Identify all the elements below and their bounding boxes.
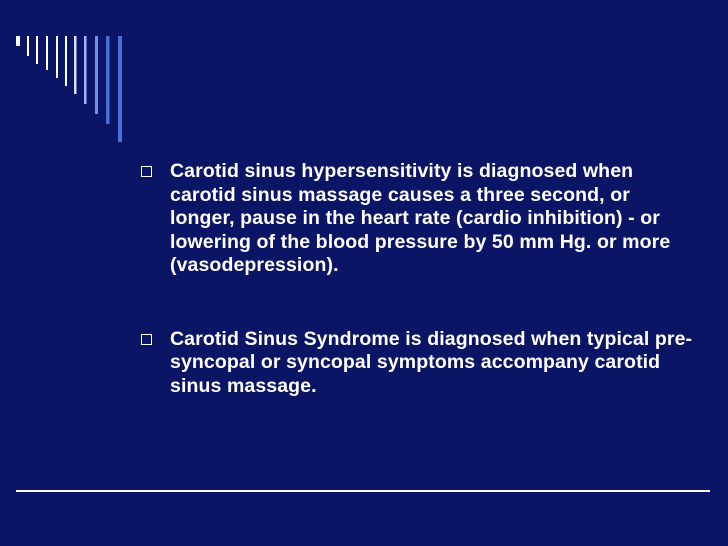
decorative-stripe [46,36,48,70]
decorative-stripe [118,36,122,142]
square-bullet-icon [141,334,152,345]
bullet-text: Carotid Sinus Syndrome is diagnosed when typical pre-syncopal or syncopal symptoms accompany carotid sinus massage. [170,327,693,397]
bullet-item [138,328,698,399]
bullet-item [138,160,698,278]
decorative-stripe [74,36,77,94]
decorative-stripes [0,0,140,150]
decorative-stripe [56,36,58,78]
bullet-list [138,160,698,398]
decorative-stripe [65,36,67,86]
decorative-stripe [106,36,110,124]
decorative-stripe [84,36,87,104]
decorative-stripe [27,36,29,56]
decorative-stripe [36,36,38,64]
bullet-text: Carotid sinus hypersensitivity is diagnosed when carotid sinus massage causes a three second, or longer, pause in the heart rate (cardio inhibition) - or lowering of the blood pressure by 50 mm Hg. or more (vasodepression). [170,160,671,276]
square-bullet-icon [141,166,152,177]
bottom-divider [16,490,710,492]
decorative-stripe [95,36,98,114]
decorative-stripe [16,36,20,46]
